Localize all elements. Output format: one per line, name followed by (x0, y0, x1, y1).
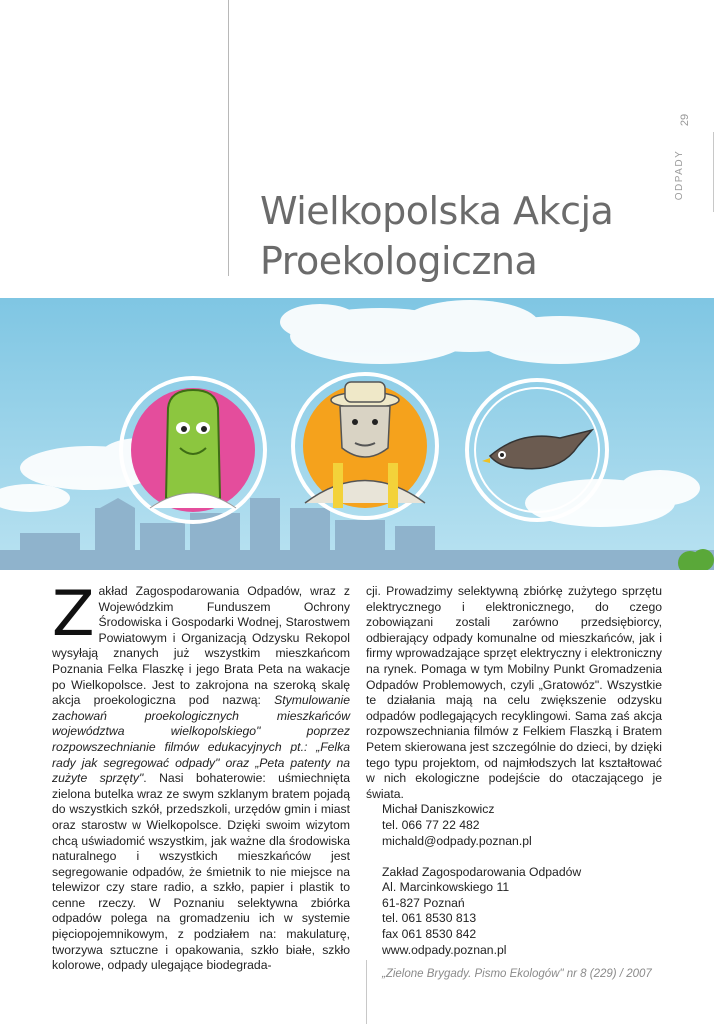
felek-bottle-icon (121, 378, 265, 522)
contact-email[interactable]: michald@odpady.poznan.pl (382, 833, 532, 848)
page-title (260, 186, 680, 286)
org-phone: tel. 061 8530 813 (382, 911, 477, 926)
article-right-column (366, 584, 662, 958)
page-number: 29 (679, 113, 691, 127)
top-divider-line (228, 0, 229, 276)
footer-divider-line (366, 960, 367, 1024)
contact-phone: tel. 066 77 22 482 (382, 817, 480, 832)
org-city: 61-827 Poznań (382, 895, 465, 910)
article-body-right: cji. Prowadzimy selektywną zbiórkę zużytego sprzętu elektrycznego i elektronicznego, do czego zobowiązani zostali zarówno przedsiębiorcy, odbierający odpady komunalne od mieszkańców, jak i firmy wprowadzające sprzęt elektryczny i elektroniczny na rynek. Pomaga w tym Mobilny Punkt Gromadzenia Odpadów Problemowych, czyli „Gratowóz". Wszystkie te działania mają na celu zwiększenie odzysku odpadów podlegających recyklingowi. Sama zaś akcja rozpowszechniania filmów z Felkiem Flaszką i Bratem Petem skierowana jest szczególnie do dzieci, by dzięki tego typu projektom, od najmłodszych lat kształtować w nich ekologiczne podejście do otaczającego je świata. (366, 584, 662, 801)
org-street: Al. Marcinkowskiego 11 (382, 880, 510, 895)
dropcap: Z (52, 577, 95, 650)
article-italic-title: Stymulowanie zachowań proekologicznych mieszkańców województwa wielkopolskiego" poprzez rozpowszechnianie filmów edukacyjnych pt.: „Felka rady jak segregować odpady" oraz „Peta patenty na zużyte sprzęty" (52, 693, 350, 786)
section-label: ODPADY (674, 149, 685, 201)
org-website[interactable]: www.odpady.poznan.pl (382, 942, 507, 957)
contact-name: Michał Daniszkowicz (382, 802, 495, 817)
title-line-1: Wielkopolska Akcja (260, 189, 614, 233)
title-line-2: Proekologiczna (260, 239, 538, 283)
pet-character-icon (293, 374, 437, 518)
org-name: Zakład Zagospodarowania Odpadów (382, 864, 582, 879)
article-intro: akład Zagospodarowania Odpadów, wraz z Wojewódzkim Funduszem Ochrony Środowiska i Gospodarki Wodnej, Starostwem Powiatowym i Organizacją Odzysku Rekopol wysyłają znanych już wszystkim mieszkańcom Poznania Felka Flaszkę i jego Brata Peta na wakacje po Wielkopolsce. Jest to zakrojona na szeroką skalę akcja proekologiczna pod nazwą: (52, 584, 350, 708)
article-body-left (52, 577, 350, 974)
article-left-column (52, 577, 350, 974)
article-left-rest: . Nasi bohaterowie: uśmiechnięta zielona butelka wraz ze swym szklanym bratem pojadą do wszystkich szkół, przedszkoli, urzędów gmin i miast oraz starostw w Wielkopolsce. Dzięki swoim wizytom chcą uświadomić wszystkim, jak ważne dla środowiska naturalnego i wszystkich mieszkańców jest segregowanie odpadów, że śmietnik to nie miejsce na telewizor czy stare radio, a szkło, papier i plastik to cenne rzeczy. W Poznaniu selektywna zbiórka odpadów polega na gromadzeniu ich w systemie pięciopojemnikowym, z podziałem na: makulaturę, tworzywa sztuczne i opakowania, szkło białe, szkło kolorowe, odpady ulegające biodegrada- (52, 771, 350, 973)
footer-citation: „Zielone Brygady. Pismo Ekologów" nr 8 (229) / 2007 (382, 968, 652, 980)
org-fax: fax 061 8530 842 (382, 927, 477, 942)
contact-block (382, 802, 662, 958)
banner-illustration (0, 298, 714, 570)
